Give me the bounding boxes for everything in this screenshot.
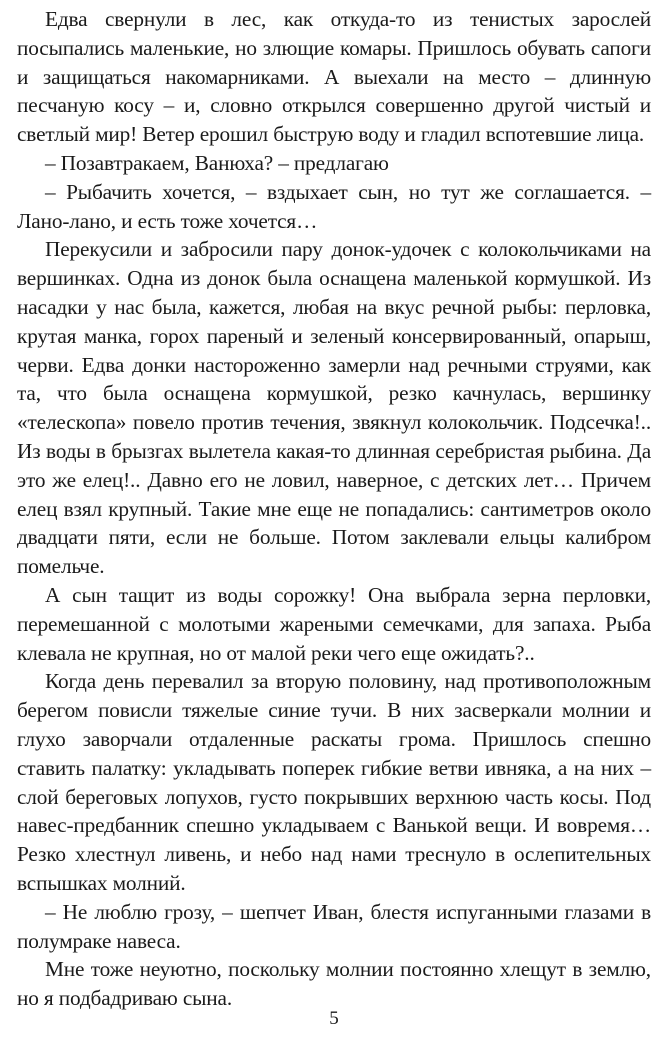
paragraph-ivan-fear: – Не люблю грозу, – шепчет Иван, блестя испуганными глазами в полумраке навеса. [17,899,651,953]
paragraph-roach-catch: А сын тащит из воды сорожку! Она выбрала зерна перловки, перемешанной с молотыми жареными семечками, для запаха. Рыба клевала не крупная, но от малой реки чего еще ожидать?.. [17,582,651,665]
paragraph-son-reply: – Рыбачить хочется, – вздыхает сын, но тут же соглашается. – Лано-лано, и есть тоже хочется… [17,179,651,233]
book-page [17,0,651,1043]
body-text [17,5,651,1013]
paragraph-thunderstorm: Когда день перевалил за вторую половину, над противоположным берегом повисли тяжелые синие тучи. В них засверкали молнии и глухо заворчали отдаленные раскаты грома. Пришлось спешно ставить палатку: укладывать поперек гибкие ветви ивняка, а на них – слой береговых лопухов, густо покрывших верхнюю часть косы. Под навес-предбанник спешно укладываем с Ванькой вещи. И вовремя… Резко хлестнул ливень, и небо над нами треснуло в ослепительных вспышках молний. [17,669,651,895]
paragraph-encouragement: Мне тоже неуютно, поскольку молнии постоянно хлещут в землю, но я подбадриваю сына. [17,957,651,1011]
paragraph-forest-arrival: Едва свернули в лес, как откуда-то из тенистых зарослей посыпались маленькие, но злющие комары. Пришлось обувать сапоги и защищаться накомарниками. А выехали на место – длинную песчаную косу – и, словно открылся совершенно другой чистый и светлый мир! Ветер ерошил быструю воду и гладил вспотевшие лица. [17,7,651,147]
paragraph-breakfast-offer: – Позавтракаем, Ванюха? – предлагаю [45,150,389,175]
page-number: 5 [329,1008,339,1029]
paragraph-fishing-dace: Перекусили и забросили пару донок-удочек с колокольчиками на вершинках. Одна из донок была оснащена маленькой кормушкой. Из насадки у нас была, кажется, любая на вкус речной рыбы: перловка, крутая манка, горох пареный и зеленый консервированный, опарыш, черви. Едва донки настороженно замерли над речными струями, как та, что была оснащена кормушкой, резко качнулась, вершинку «телескопа» повело против течения, звякнул колокольчик. Подсечка!.. Из воды в брызгах вылетела какая-то длинная серебристая рыбина. Да это же елец!.. Давно его не ловил, наверное, с детских лет… Причем елец взял крупный. Такие мне еще не попадались: сантиметров около двадцати пяти, если не больше. Потом заклевали ельцы калибром помельче. [17,237,651,579]
